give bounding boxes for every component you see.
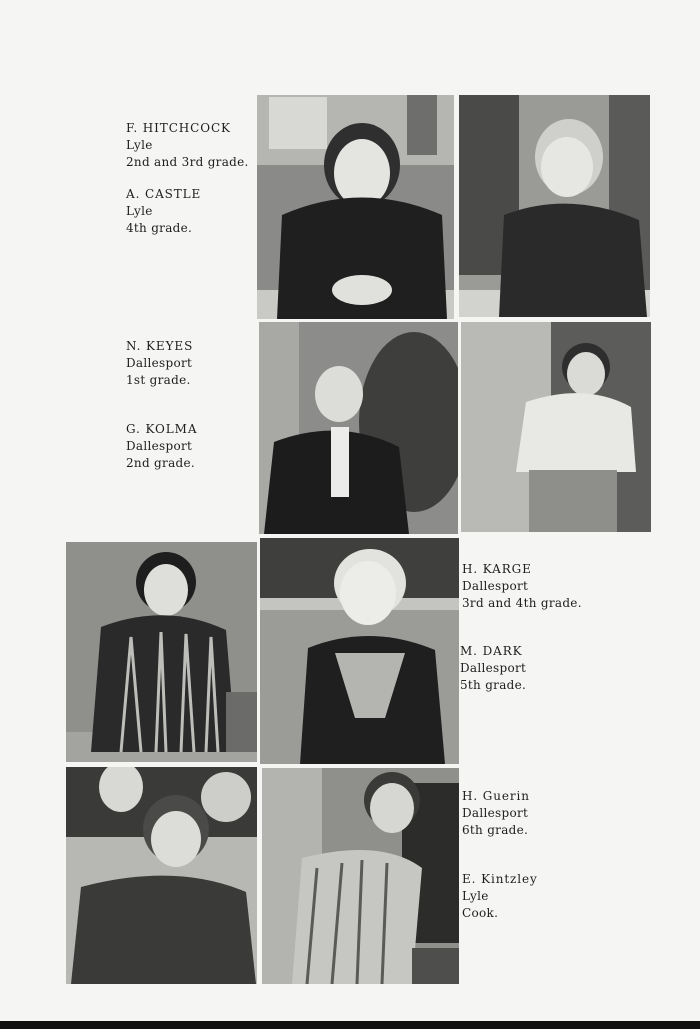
caption-hitchcock xyxy=(126,120,249,171)
page-bottom-edge xyxy=(0,1021,700,1029)
photo-castle xyxy=(459,95,650,317)
teacher-location: Dallesport xyxy=(462,579,529,593)
teacher-location: Dallesport xyxy=(460,661,527,675)
teacher-role: 4th grade. xyxy=(126,221,193,235)
caption-kolma xyxy=(126,421,197,472)
teacher-name: F. HITCHCOCK xyxy=(126,121,231,135)
teacher-location: Dallesport xyxy=(126,439,193,453)
teacher-location: Lyle xyxy=(126,204,153,218)
photo-karge xyxy=(66,542,257,762)
photo-kolma xyxy=(461,322,651,532)
teacher-name: G. KOLMA xyxy=(126,422,198,436)
teacher-role: 3rd and 4th grade. xyxy=(462,596,582,610)
teacher-role: 2nd grade. xyxy=(126,456,196,470)
photo-guerin xyxy=(66,767,257,984)
caption-castle xyxy=(126,186,201,237)
caption-keyes xyxy=(126,338,193,389)
teacher-location: Lyle xyxy=(126,138,153,152)
caption-kintzley xyxy=(462,871,538,922)
teacher-location: Lyle xyxy=(462,889,489,903)
caption-karge xyxy=(462,561,582,612)
teacher-role: 6th grade. xyxy=(462,823,529,837)
teacher-name: A. CASTLE xyxy=(126,187,202,201)
photo-dark xyxy=(260,538,459,764)
caption-dark xyxy=(460,643,526,694)
photo-keyes xyxy=(259,322,458,534)
teacher-location: Dallesport xyxy=(126,356,193,370)
teacher-name: E. Kintzley xyxy=(462,872,538,886)
teacher-role: Cook. xyxy=(462,906,499,920)
caption-guerin xyxy=(462,788,530,839)
teacher-name: N. KEYES xyxy=(126,339,194,353)
teacher-role: 5th grade. xyxy=(460,678,527,692)
teacher-name: H. Guerin xyxy=(462,789,530,803)
photo-hitchcock xyxy=(257,95,454,319)
teacher-location: Dallesport xyxy=(462,806,529,820)
teacher-name: H. KARGE xyxy=(462,562,532,576)
photo-kintzley xyxy=(262,768,459,984)
teacher-name: M. DARK xyxy=(460,644,523,658)
teacher-role: 1st grade. xyxy=(126,373,191,387)
teacher-role: 2nd and 3rd grade. xyxy=(126,155,249,169)
